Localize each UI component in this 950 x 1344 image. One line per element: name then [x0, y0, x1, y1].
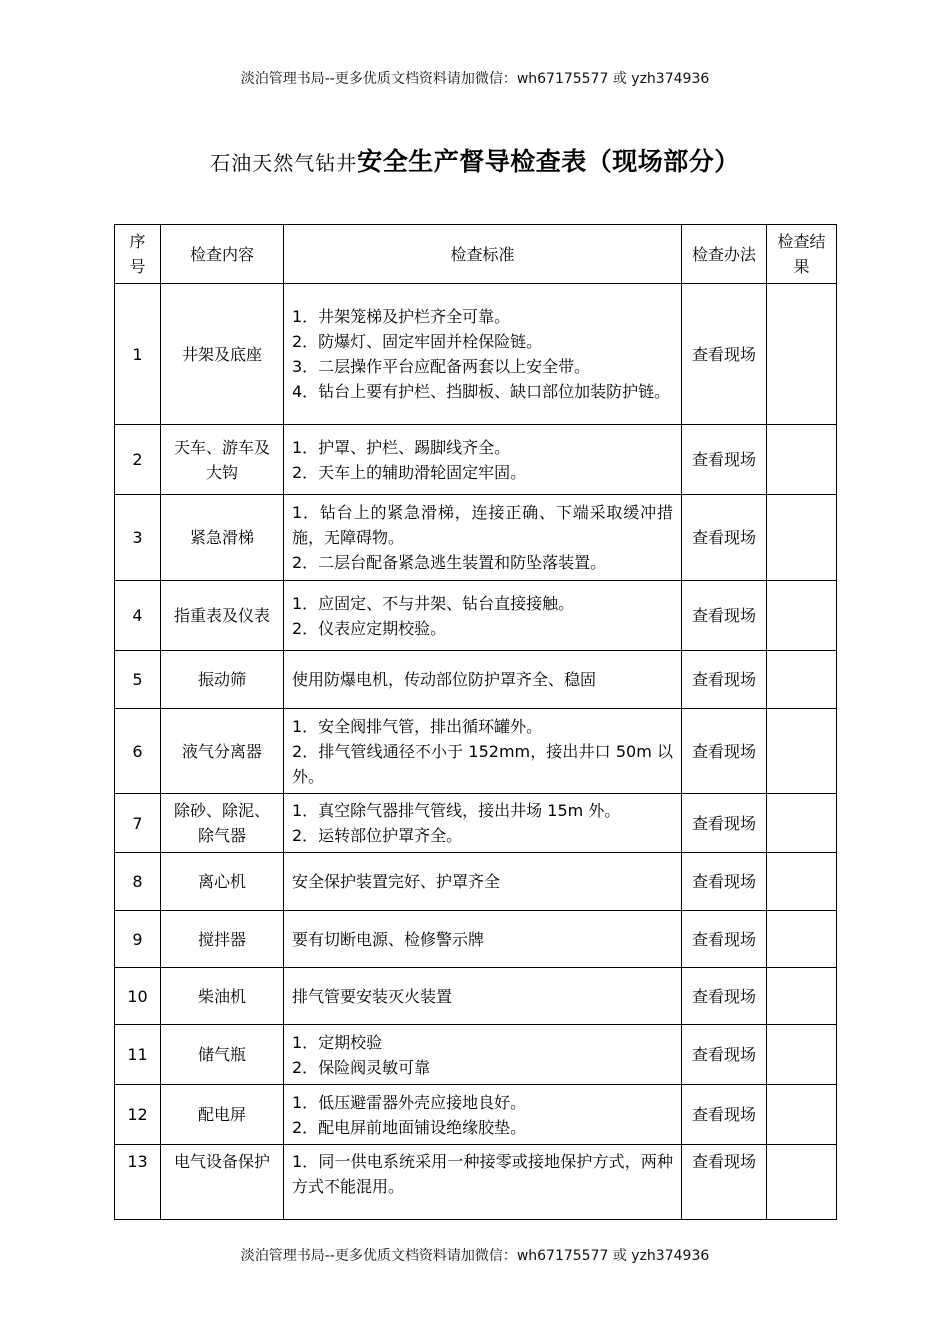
row-standard [284, 911, 682, 968]
standard-line: 2．防爆灯、固定牢固并栓保险链。 [292, 332, 543, 351]
table-row [115, 1025, 837, 1085]
row-number: 7 [115, 794, 161, 853]
row-number: 11 [115, 1025, 161, 1085]
row-standard [284, 1025, 682, 1085]
standard-line: 2．排气管线通径不小于 152mm，接出井口 50m 以外。 [292, 741, 673, 786]
table-row [115, 1145, 837, 1220]
page-footer-note: 淡泊管理书局--更多优质文档资料请加微信：wh67175577 或 yzh374936 [240, 1248, 710, 1264]
row-method: 查看现场 [682, 709, 767, 794]
row-result [767, 425, 837, 495]
row-result [767, 284, 837, 425]
row-result [767, 1085, 837, 1145]
row-item: 离心机 [161, 853, 284, 911]
row-standard [284, 581, 682, 651]
row-item: 指重表及仪表 [161, 581, 284, 651]
row-number: 1 [115, 284, 161, 425]
standard-line: 1．钻台上的紧急滑梯，连接正确、下端采取缓冲措施，无障碍物。 [292, 503, 673, 547]
row-method: 查看现场 [682, 968, 767, 1025]
row-result [767, 581, 837, 651]
row-number: 4 [115, 581, 161, 651]
row-standard [284, 794, 682, 853]
row-item: 电气设备保护 [161, 1145, 284, 1220]
row-standard [284, 425, 682, 495]
standard-line: 1．井架笼梯及护栏齐全可靠。 [292, 307, 511, 326]
row-standard [284, 968, 682, 1025]
table-row [115, 911, 837, 968]
row-number: 8 [115, 853, 161, 911]
standard-line: 2．配电屏前地面铺设绝缘胶垫。 [292, 1117, 527, 1137]
table-row [115, 794, 837, 853]
document-title [0, 142, 950, 178]
row-number: 10 [115, 968, 161, 1025]
standard-line: 安全保护装置完好、护罩齐全 [292, 872, 501, 891]
row-method: 查看现场 [682, 1145, 767, 1220]
table-row [115, 425, 837, 495]
standard-line: 1．同一供电系统采用一种接零或接地保护方式，两种方式不能混用。 [292, 1152, 673, 1196]
page-header-note: 淡泊管理书局--更多优质文档资料请加微信：wh67175577 或 yzh374936 [240, 71, 710, 87]
table-row [115, 968, 837, 1025]
table-row [115, 1085, 837, 1145]
row-result [767, 495, 837, 581]
standard-line: 2．二层台配备紧急逃生装置和防坠落装置。 [292, 553, 607, 572]
row-number: 5 [115, 651, 161, 709]
table-body [115, 284, 837, 1220]
row-item: 配电屏 [161, 1085, 284, 1145]
row-method: 查看现场 [682, 1085, 767, 1145]
row-number: 6 [115, 709, 161, 794]
row-item: 振动筛 [161, 651, 284, 709]
row-item: 液气分离器 [161, 709, 284, 794]
standard-line: 2．运转部位护罩齐全。 [292, 826, 463, 845]
row-item: 除砂、除泥、除气器 [161, 794, 284, 853]
row-standard [284, 1145, 682, 1220]
table-row [115, 581, 837, 651]
row-item: 储气瓶 [161, 1025, 284, 1085]
row-standard [284, 853, 682, 911]
standard-line: 排气管要安装灭火装置 [292, 986, 453, 1006]
row-item: 搅拌器 [161, 911, 284, 968]
row-number: 2 [115, 425, 161, 495]
standard-line: 1．定期校验 [292, 1032, 383, 1052]
row-method: 查看现场 [682, 495, 767, 581]
table-row [115, 709, 837, 794]
row-item: 紧急滑梯 [161, 495, 284, 581]
row-method: 查看现场 [682, 425, 767, 495]
row-number: 9 [115, 911, 161, 968]
row-method: 查看现场 [682, 794, 767, 853]
standard-line: 要有切断电源、检修警示牌 [292, 929, 485, 949]
title-main: 安全生产督导检查表（现场部分） [357, 147, 740, 176]
row-standard [284, 709, 682, 794]
row-result [767, 1145, 837, 1220]
standard-line: 2．保险阀灵敏可靠 [292, 1057, 431, 1077]
row-result [767, 651, 837, 709]
row-method: 查看现场 [682, 853, 767, 911]
standard-line: 2．天车上的辅助滑轮固定牢固。 [292, 462, 527, 482]
standard-line: 4．钻台上要有护栏、挡脚板、缺口部位加装防护链。 [292, 382, 671, 401]
row-standard [284, 284, 682, 425]
row-result [767, 1025, 837, 1085]
header-method: 检查办法 [682, 225, 767, 284]
row-standard [284, 651, 682, 709]
row-result [767, 968, 837, 1025]
row-result [767, 794, 837, 853]
standard-line: 1．安全阀排气管，排出循环罐外。 [292, 716, 543, 736]
row-number: 12 [115, 1085, 161, 1145]
table-row [115, 651, 837, 709]
row-item: 柴油机 [161, 968, 284, 1025]
row-number: 3 [115, 495, 161, 581]
row-method: 查看现场 [682, 911, 767, 968]
row-number: 13 [115, 1145, 161, 1220]
header-standard: 检查标准 [284, 225, 682, 284]
title-prefix: 石油天然气钻井 [210, 151, 358, 175]
inspection-table [114, 224, 837, 1220]
standard-line: 3．二层操作平台应配备两套以上安全带。 [292, 357, 591, 376]
standard-line: 1．低压避雷器外壳应接地良好。 [292, 1092, 527, 1112]
header-result: 检查结果 [767, 225, 837, 284]
table-header-row [115, 225, 837, 284]
row-method: 查看现场 [682, 284, 767, 425]
standard-line: 1．应固定、不与井架、钻台直接接触。 [292, 593, 575, 613]
row-item: 井架及底座 [161, 284, 284, 425]
standard-line: 1．护罩、护栏、踢脚线齐全。 [292, 437, 511, 457]
row-standard [284, 1085, 682, 1145]
standard-line: 1．真空除气器排气管线，接出井场 15m 外。 [292, 801, 621, 820]
row-result [767, 709, 837, 794]
table-row [115, 853, 837, 911]
header-no: 序号 [115, 225, 161, 284]
header-item: 检查内容 [161, 225, 284, 284]
row-result [767, 853, 837, 911]
standard-line: 使用防爆电机，传动部位防护罩齐全、稳固 [292, 670, 597, 689]
row-item: 天车、游车及大钩 [161, 425, 284, 495]
row-method: 查看现场 [682, 651, 767, 709]
standard-line: 2．仪表应定期校验。 [292, 618, 447, 638]
row-method: 查看现场 [682, 1025, 767, 1085]
table-row [115, 284, 837, 425]
row-result [767, 911, 837, 968]
table-row [115, 495, 837, 581]
row-method: 查看现场 [682, 581, 767, 651]
row-standard [284, 495, 682, 581]
